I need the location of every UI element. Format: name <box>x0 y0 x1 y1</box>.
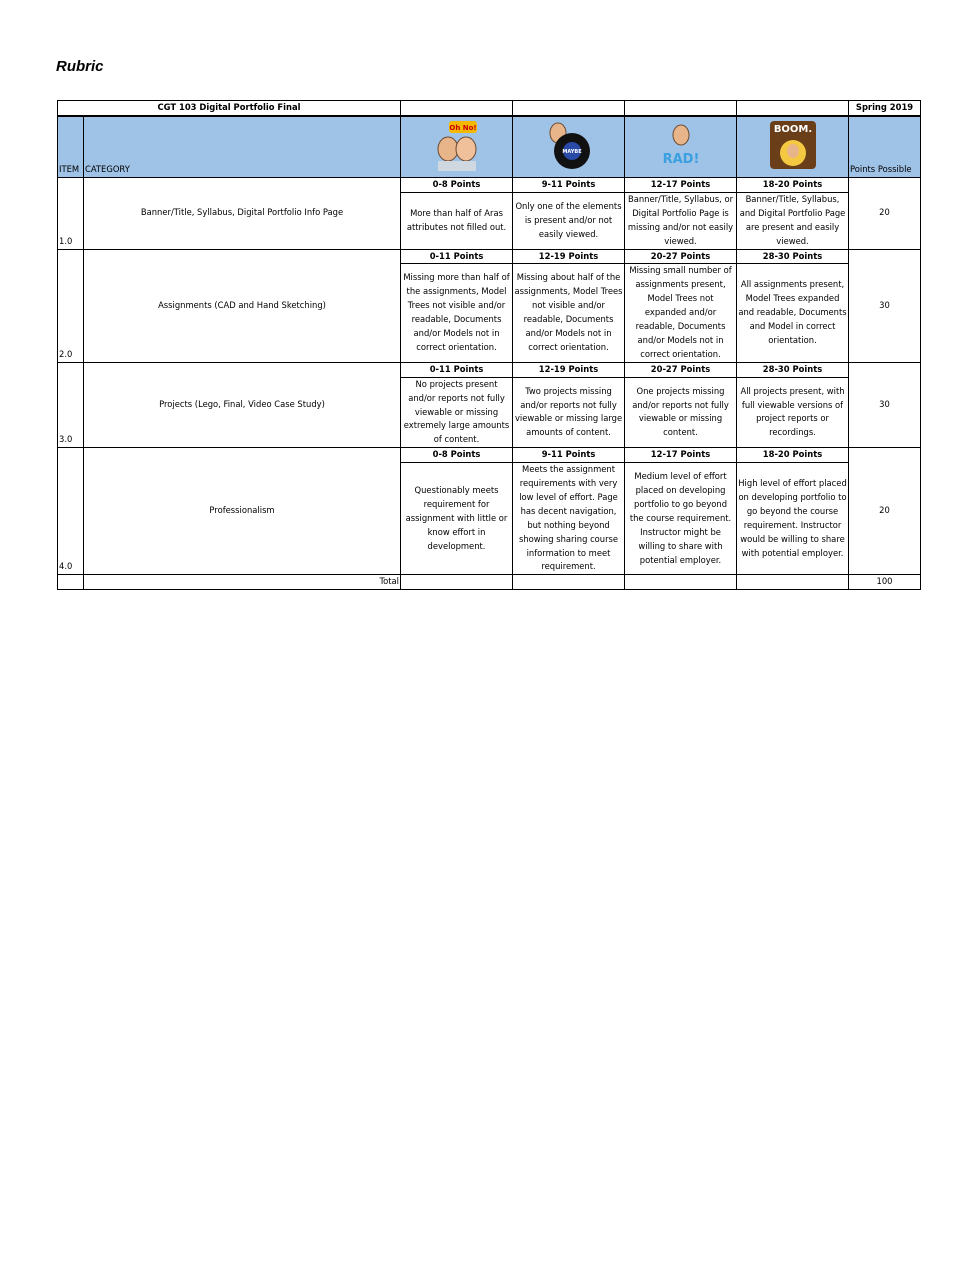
criteria-description: Two projects missing and/or reports not fully viewable or missing large amounts of content. <box>513 377 625 448</box>
item-number: 1.0 <box>58 178 84 250</box>
points-possible-cell: 20 <box>849 178 921 250</box>
point-range: 12-19 Points <box>513 362 625 377</box>
criteria-description: All assignments present, Model Trees expanded and readable, Documents and Model in correct orientation. <box>737 264 849 362</box>
sticker-cell <box>401 116 513 178</box>
point-range: 0-8 Points <box>401 448 513 463</box>
criteria-description: No projects present and/or reports not fully viewable or missing extremely large amounts of content. <box>401 377 513 448</box>
table-row <box>58 178 921 193</box>
category-cell: Assignments (CAD and Hand Sketching) <box>84 249 401 362</box>
table-row <box>58 249 921 264</box>
term-label: Spring 2019 <box>849 101 921 117</box>
criteria-description: Missing more than half of the assignments, Model Trees not visible and/or readable, Documents and/or Models not in correct orientation. <box>401 264 513 362</box>
svg-text:RAD!: RAD! <box>662 151 699 167</box>
item-number: 3.0 <box>58 362 84 447</box>
point-range: 20-27 Points <box>625 362 737 377</box>
point-range: 12-17 Points <box>625 448 737 463</box>
point-range: 28-30 Points <box>737 249 849 264</box>
point-range: 12-19 Points <box>513 249 625 264</box>
two-avatars-oh-no-sticker-icon <box>432 119 482 171</box>
item-header: ITEM <box>58 116 84 178</box>
point-range: 0-11 Points <box>401 362 513 377</box>
criteria-description: Banner/Title, Syllabus, or Digital Portfolio Page is missing and/or not easily viewed. <box>625 192 737 249</box>
point-range: 18-20 Points <box>737 178 849 193</box>
criteria-description: High level of effort placed on developing portfolio to go beyond the course requirement. Instructor would be willing to share with potential employer. <box>737 463 849 575</box>
course-title: CGT 103 Digital Portfolio Final <box>58 101 401 117</box>
criteria-description: Missing small number of assignments present, Model Trees not expanded and/or readable, Documents and/or Models not in correct orientation. <box>625 264 737 362</box>
criteria-description: Questionably meets requirement for assignment with little or know effort in development. <box>401 463 513 575</box>
point-range: 18-20 Points <box>737 448 849 463</box>
point-range: 9-11 Points <box>513 448 625 463</box>
eight-ball-maybe-sticker-icon <box>544 119 594 171</box>
points-possible-cell: 30 <box>849 249 921 362</box>
total-row <box>58 575 921 590</box>
page-heading: Rubric <box>56 58 104 75</box>
total-points: 100 <box>849 575 921 590</box>
criteria-description: More than half of Aras attributes not filled out. <box>401 192 513 249</box>
category-header: CATEGORY <box>84 116 401 178</box>
total-label: Total <box>84 575 401 590</box>
criteria-description: One projects missing and/or reports not fully viewable or missing content. <box>625 377 737 448</box>
item-number: 4.0 <box>58 448 84 575</box>
point-range: 20-27 Points <box>625 249 737 264</box>
sticker-cell <box>513 116 625 178</box>
rubric-table <box>57 100 921 590</box>
table-row <box>58 362 921 377</box>
table-row <box>58 448 921 463</box>
sticker-cell <box>737 116 849 178</box>
title-row <box>58 101 921 117</box>
point-range: 28-30 Points <box>737 362 849 377</box>
criteria-description: Medium level of effort placed on developing portfolio to go beyond the course requirement. Instructor might be willing to share with potential employer. <box>625 463 737 575</box>
criteria-description: All projects present, with full viewable versions of project reports or recordings. <box>737 377 849 448</box>
point-range: 0-11 Points <box>401 249 513 264</box>
header-row <box>58 116 921 178</box>
category-cell: Professionalism <box>84 448 401 575</box>
rad-sticker-icon <box>656 119 706 171</box>
sticker-cell <box>625 116 737 178</box>
criteria-description: Meets the assignment requirements with very low level of effort. Page has decent navigation, but nothing beyond showing sharing course information to meet requirement. <box>513 463 625 575</box>
category-cell: Banner/Title, Syllabus, Digital Portfolio Info Page <box>84 178 401 250</box>
svg-text:BOOM.: BOOM. <box>773 123 812 135</box>
criteria-description: Missing about half of the assignments, Model Trees not visible and/or readable, Documents and/or Models not in correct orientation. <box>513 264 625 362</box>
svg-text:Oh No!: Oh No! <box>448 123 477 132</box>
point-range: 9-11 Points <box>513 178 625 193</box>
item-number: 2.0 <box>58 249 84 362</box>
category-cell: Projects (Lego, Final, Video Case Study) <box>84 362 401 447</box>
criteria-description: Banner/Title, Syllabus, and Digital Portfolio Page are present and easily viewed. <box>737 192 849 249</box>
points-possible-cell: 20 <box>849 448 921 575</box>
criteria-description: Only one of the elements is present and/or not easily viewed. <box>513 192 625 249</box>
svg-text:MAYBE: MAYBE <box>561 148 582 155</box>
boom-sticker-icon <box>768 119 818 171</box>
point-range: 12-17 Points <box>625 178 737 193</box>
points-possible-header: Points Possible <box>849 116 921 178</box>
points-possible-cell: 30 <box>849 362 921 447</box>
point-range: 0-8 Points <box>401 178 513 193</box>
